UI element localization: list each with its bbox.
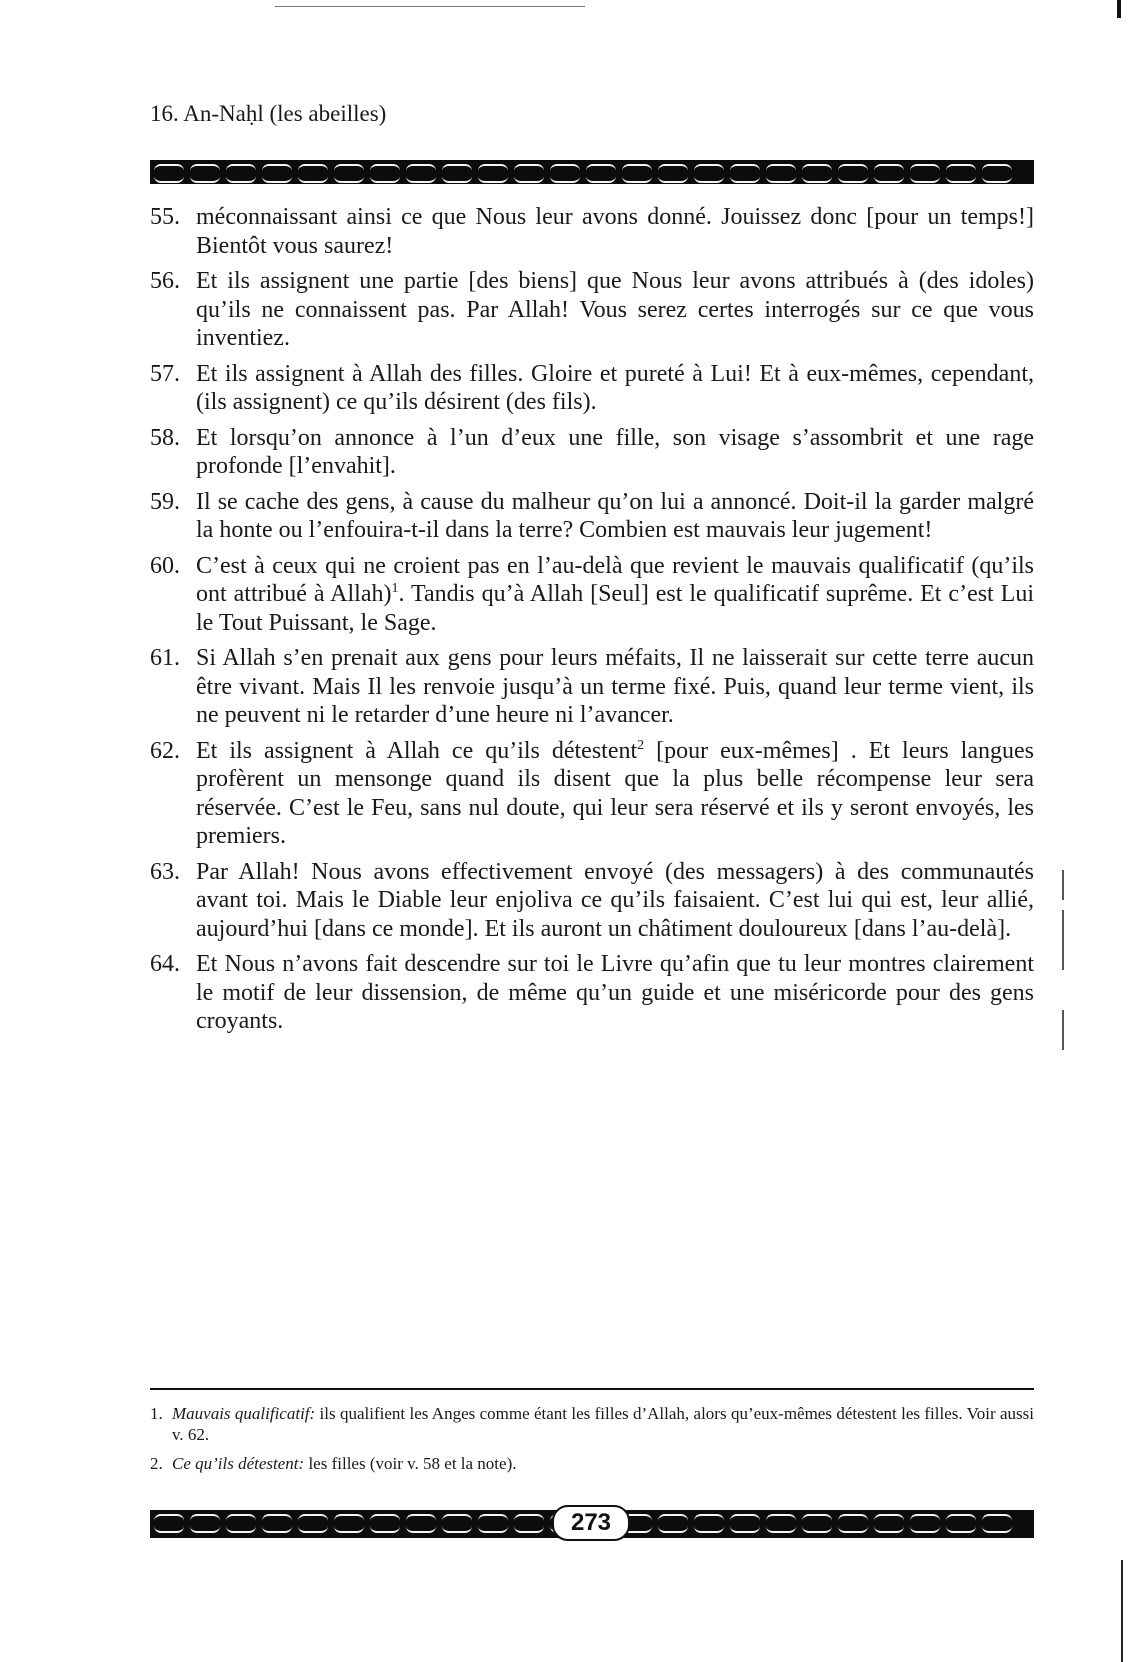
border-chain-link [802,1514,832,1533]
border-chain-link [910,164,940,183]
verse-text-cont: . Tandis qu’à Allah [Seul] est le qualificatif suprême. Et c’est Lui le Tout Puissant, le Sage. [196,581,1035,636]
verse-60 [150,552,1034,638]
border-chain-link [730,1514,760,1533]
border-chain-link [442,1514,472,1533]
verse-number: 56. [150,268,180,294]
verse-text: Et ils assignent une partie [des biens] que Nous leur avons attribués à (des idoles) qu’ils ne connaissent pas. Par Allah! Vous serez certes interrogés sur ce que vous inventiez. [196,268,1034,351]
verse-56 [150,267,1034,353]
footnote-number: 2. [150,1454,163,1473]
verse-58 [150,424,1034,481]
footnote-list [150,1403,1034,1482]
footnote-ref-1: 1 [391,581,399,596]
verse-number: 57. [150,360,180,387]
verse-59 [150,488,1034,545]
border-chain-link [874,1514,904,1533]
border-chain-link [946,164,976,183]
verse-text: Et ils assignent à Allah ce qu’ils détestent [196,737,638,764]
verse-text: Si Allah s’en prenait aux gens pour leurs méfaits, Il ne laisserait sur cette terre aucun être vivant. Mais Il les renvoie jusqu’à un terme fixé. Puis, quand leur terme vient, ils ne peuvent ni le retarder d’une heure ni l’avancer. [196,645,1034,728]
top-ornamental-border [150,160,1034,184]
border-chain-link [298,1514,328,1533]
top-scan-rule [275,6,585,7]
verse-57 [150,360,1034,417]
border-chain-link [262,1514,292,1533]
verse-number: 64. [150,951,180,977]
footnote-number: 1. [150,1404,163,1423]
border-chain-link [838,1514,868,1533]
verse-text-cont: [pour eux-mêmes] . Et leurs langues profèrent un mensonge quand ils disent que la plus belle récompense leur sera réservée. C’est le Feu, sans nul doute, qui leur sera réservé et ils y seront envoyés, les premiers. [196,737,1034,849]
verse-number: 55. [150,204,180,230]
verse-number: 60. [150,552,180,579]
border-chain-link [730,164,760,183]
border-chain-link [478,164,508,183]
border-chain-link [298,164,328,183]
border-chain-link [658,1514,688,1533]
verse-text: C’est à ceux qui ne croient pas en l’au-delà que revient le mauvais qualificatif (qu’ils ont attribué à Allah) [196,552,1034,607]
verse-number: 63. [150,858,180,885]
border-chain-link [190,1514,220,1533]
verse-text: Et lorsqu’on annonce à l’un d’eux une fille, son visage s’assombrit et une rage profonde [l’envahit]. [196,424,1034,479]
border-chain-link [334,1514,364,1533]
verse-text: Par Allah! Nous avons effectivement envoyé (des messagers) à des communautés avant toi. Mais le Diable leur enjoliva ce qu’ils faisaient. C’est lui qui est, leur allié, aujourd’hui [dans ce monde]. Et ils auront un châtiment douloureux [dans l’au-delà]. [196,858,1034,942]
border-chain-link [406,164,436,183]
footnote-term: Ce qu’ils détestent: [172,1454,305,1473]
border-chain-link [658,164,688,183]
verse-55 [150,203,1034,260]
border-chain-link [802,164,832,183]
scan-speck [1062,1010,1064,1050]
border-chain-link [766,1514,796,1533]
verse-number: 59. [150,488,180,515]
border-chain-link [370,164,400,183]
verse-list [150,203,1034,1043]
corner-scan-mark [1117,0,1121,18]
border-chain-link [514,164,544,183]
border-chain-link [874,164,904,183]
verse-61 [150,644,1034,730]
border-chain-link [514,1514,544,1533]
verse-62 [150,737,1034,851]
scan-speck [1062,870,1064,900]
border-chain-link [982,164,1012,183]
footnote-ref-2: 2 [637,737,645,753]
verse-text: Et Nous n’avons fait descendre sur toi le Livre qu’afin que tu leur montres clairement le motif de leur dissension, de même qu’un guide et une miséricorde pour des gens croyants. [196,951,1034,1034]
verse-63 [150,858,1034,944]
border-chain-link [982,1514,1012,1533]
footnote-term: Mauvais qualificatif: [172,1404,316,1423]
verse-number: 62. [150,737,180,764]
footnote-separator [150,1388,1034,1390]
border-chain-link [154,164,184,183]
chapter-title: 16. An-Naḥl (les abeilles) [150,101,387,126]
border-chain-link [226,164,256,183]
border-chain-link [622,164,652,183]
verse-text: Et ils assignent à Allah des filles. Gloire et pureté à Lui! Et à eux-mêmes, cependant, (ils assignent) ce qu’ils désirent (des fils). [196,360,1034,415]
border-chain-link [766,164,796,183]
verse-text: Il se cache des gens, à cause du malheur qu’on lui a annoncé. Doit-il la garder malgré la honte ou l’enfouira-t-il dans la terre? Combien est mauvais leur jugement! [196,488,1034,543]
border-chain-link [154,1514,184,1533]
border-chain-link [586,164,616,183]
scan-speck [1062,910,1064,970]
footnote-text: ils qualifient les Anges comme étant les filles d’Allah, alors qu’eux-mêmes détestent les filles. Voir aussi v. 62. [172,1404,1034,1444]
footnote-1 [150,1403,1034,1445]
border-chain-link [478,1514,508,1533]
border-chain-link [262,164,292,183]
border-chain-link [550,164,580,183]
border-chain-link [838,164,868,183]
border-chain-link [370,1514,400,1533]
border-chain-link [946,1514,976,1533]
footnote-2 [150,1453,1034,1474]
verse-64 [150,950,1034,1036]
border-chain-link [190,164,220,183]
border-chain-link [910,1514,940,1533]
verse-number: 58. [150,424,180,451]
page-edge-mark [1121,1560,1123,1662]
border-chain-link [334,164,364,183]
border-chain-link [694,1514,724,1533]
verse-number: 61. [150,645,180,671]
border-chain-link [442,164,472,183]
border-chain-link [694,164,724,183]
page-number: 273 [552,1505,630,1541]
footnote-text: les filles (voir v. 58 et la note). [304,1454,517,1473]
verse-text: méconnaissant ainsi ce que Nous leur avons donné. Jouissez donc [pour un temps!] Bientôt vous saurez! [196,204,1034,259]
border-chain-link [406,1514,436,1533]
border-chain-link [226,1514,256,1533]
